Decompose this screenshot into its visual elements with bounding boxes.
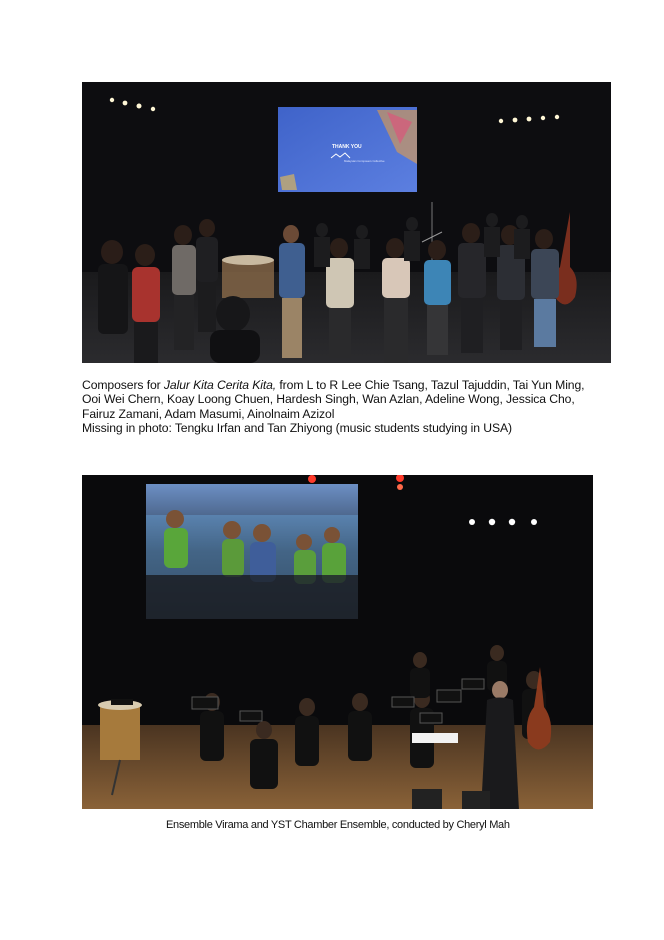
composers-photo <box>82 82 611 363</box>
caption-prefix: Composers for <box>82 378 164 392</box>
screen-title: THANK YOU <box>332 144 362 150</box>
work-title: Jalur Kita Cerita Kita, <box>163 378 277 392</box>
caption-line-4: Missing in photo: Tengku Irfan and Tan Zhiyong (music students studying in USA) <box>82 421 512 436</box>
ensemble-photo <box>82 475 593 809</box>
caption-line-2: Ooi Wei Chern, Koay Loong Chuen, Hardesh Singh, Wan Azlan, Adeline Wong, Jessica Cho, <box>82 392 575 407</box>
ensemble-photo-illustration <box>82 475 593 809</box>
projection-screen <box>146 484 358 619</box>
conductor-score <box>412 733 458 743</box>
ensemble-caption: Ensemble Virama and YST Chamber Ensemble, conducted by Cheryl Mah <box>166 819 510 831</box>
caption-line-1-rest: from L to R Lee Chie Tsang, Tazul Tajuddin, Tai Yun Ming, <box>276 378 585 392</box>
projection-screen <box>278 107 417 192</box>
composers-photo-illustration <box>82 82 611 363</box>
screen-logo-text: Malaysian Composers Collective <box>344 159 385 163</box>
caption-line-1 <box>82 378 622 392</box>
composers-caption <box>82 378 622 436</box>
caption-line-3: Fairuz Zamani, Adam Masumi, Ainolnaim Azizol <box>82 406 335 421</box>
